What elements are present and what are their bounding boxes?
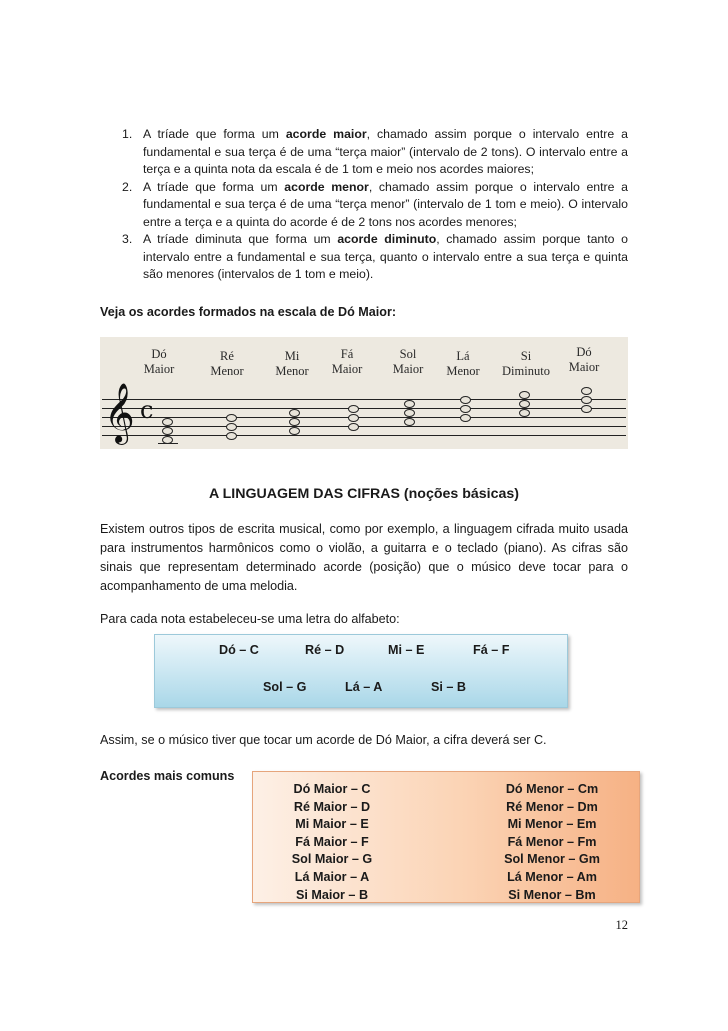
- list-number: 2.: [122, 179, 133, 194]
- list-text: , chamado assim porque tanto o intervalo entre a fundamental e sua terça, quanto o intervalo entre a sua terça e quinta são menores (intervalos de 1 tom e meio).: [143, 232, 628, 281]
- notehead: [289, 409, 300, 417]
- list-text: , chamado assim porque o intervalo entre a fundamental e sua terça é de uma “terça menor” (intervalo de 1 tom e meio). O intervalo entre a terça e a quinta do acorde é de 2 tons nos acordes menores;: [143, 179, 628, 229]
- list-text: A tríade que forma um: [143, 179, 285, 194]
- notehead: [581, 387, 592, 395]
- notehead: [404, 400, 415, 408]
- treble-clef-icon: 𝄞: [104, 383, 135, 443]
- notehead: [226, 423, 237, 431]
- notehead: [581, 396, 592, 404]
- list-text: A tríade que forma um: [143, 127, 286, 141]
- list-item: [100, 179, 628, 232]
- notehead: [404, 418, 415, 426]
- major-chords-column: [277, 781, 387, 904]
- chord-entry: Sol Menor – Gm: [504, 852, 600, 867]
- chord-entry: Ré Maior – D: [293, 799, 371, 814]
- notehead: [162, 418, 173, 426]
- notehead: [348, 423, 359, 431]
- chord-entry: Lá Maior – A: [294, 869, 370, 884]
- notehead: [289, 427, 300, 435]
- chord-entry: Mi Menor – Em: [507, 817, 597, 832]
- chord-entry: Sol Maior – G: [291, 852, 373, 867]
- note-letter: Lá – A: [345, 680, 383, 694]
- notehead: [226, 432, 237, 440]
- triad-list: [100, 126, 628, 284]
- chord-entry: Fá Menor – Fm: [507, 834, 597, 849]
- notehead: [162, 427, 173, 435]
- section-title: A LINGUAGEM DAS CIFRAS (noções básicas): [208, 486, 520, 502]
- notehead: [460, 405, 471, 413]
- ledger-line: [158, 443, 178, 444]
- common-time-icon: c: [140, 396, 154, 424]
- notehead: [289, 418, 300, 426]
- minor-chords-column: [489, 781, 615, 904]
- notehead: [460, 396, 471, 404]
- note-letters-box: [154, 634, 568, 708]
- chord-label: Si Diminuto: [502, 349, 550, 378]
- list-item: [100, 231, 628, 284]
- chord-entry: Mi Maior – E: [295, 817, 369, 832]
- note-letter: Dó – C: [219, 643, 259, 657]
- notehead: [519, 391, 530, 399]
- common-chords-box: [252, 771, 640, 903]
- notehead: [519, 400, 530, 408]
- notehead: [404, 409, 415, 417]
- chord-entry: Ré Menor – Dm: [506, 799, 598, 814]
- note-letter: Si – B: [431, 680, 466, 694]
- chord-entry: Dó Menor – Cm: [505, 782, 599, 796]
- note-letter: Ré – D: [305, 643, 345, 657]
- letters-intro: Para cada nota estabeleceu-se uma letra do alfabeto:: [100, 612, 400, 626]
- note-letter: Mi – E: [388, 643, 425, 657]
- notehead: [460, 414, 471, 422]
- intro-paragraph: Existem outros tipos de escrita musical, como por exemplo, a linguagem cifrada muito usada para instrumentos harmônicos como o violão, a guitarra e o teclado (piano). As cifras são sinais que representam determinado acorde (posição) que o músico deve tocar para o acompanhamento de uma melodia.: [100, 522, 628, 593]
- chord-label: Lá Menor: [446, 349, 480, 378]
- chord-label: Fá Maior: [331, 347, 363, 376]
- chord-label: Ré Menor: [210, 349, 244, 378]
- notehead: [581, 405, 592, 413]
- list-text: A tríade diminuta que forma um: [143, 232, 338, 246]
- notehead: [226, 414, 237, 422]
- list-text: , chamado assim porque o intervalo entre a fundamental e sua terça é de uma “terça maior” (intervalo de 2 tons). O intervalo entre a terça e a quinta nota da escala é de 1 tom e meio nos acordes maiores;: [143, 127, 628, 176]
- list-number: 3.: [122, 232, 133, 246]
- notehead: [519, 409, 530, 417]
- chords-heading: Veja os acordes formados na escala de Dó Maior:: [100, 305, 397, 319]
- chord-label: Mi Menor: [275, 349, 309, 378]
- staff-image: [100, 337, 628, 449]
- chord-entry: Si Maior – B: [295, 887, 369, 902]
- list-number: 1.: [122, 127, 133, 141]
- list-bold-term: acorde maior: [285, 127, 367, 141]
- chord-entry: Lá Menor – Am: [507, 869, 597, 884]
- chord-entry: Dó Maior – C: [293, 782, 371, 796]
- note-letter: Sol – G: [263, 680, 307, 694]
- notehead: [348, 405, 359, 413]
- chord-label: Dó Maior: [568, 345, 600, 374]
- example-text: Assim, se o músico tiver que tocar um acorde de Dó Maior, a cifra deverá ser C.: [100, 733, 547, 747]
- note-letter: Fá – F: [473, 643, 510, 657]
- common-chords-label: Acordes mais comuns: [100, 769, 235, 783]
- list-bold-term: acorde diminuto: [337, 232, 437, 246]
- list-bold-term: acorde menor: [284, 179, 369, 194]
- chord-entry: Fá Maior – F: [295, 834, 369, 849]
- page-number: 12: [615, 918, 628, 932]
- chord-entry: Si Menor – Bm: [508, 887, 596, 902]
- chord-label: Sol Maior: [392, 347, 424, 376]
- notehead: [348, 414, 359, 422]
- chord-label: Dó Maior: [143, 347, 175, 376]
- list-item: [100, 126, 628, 179]
